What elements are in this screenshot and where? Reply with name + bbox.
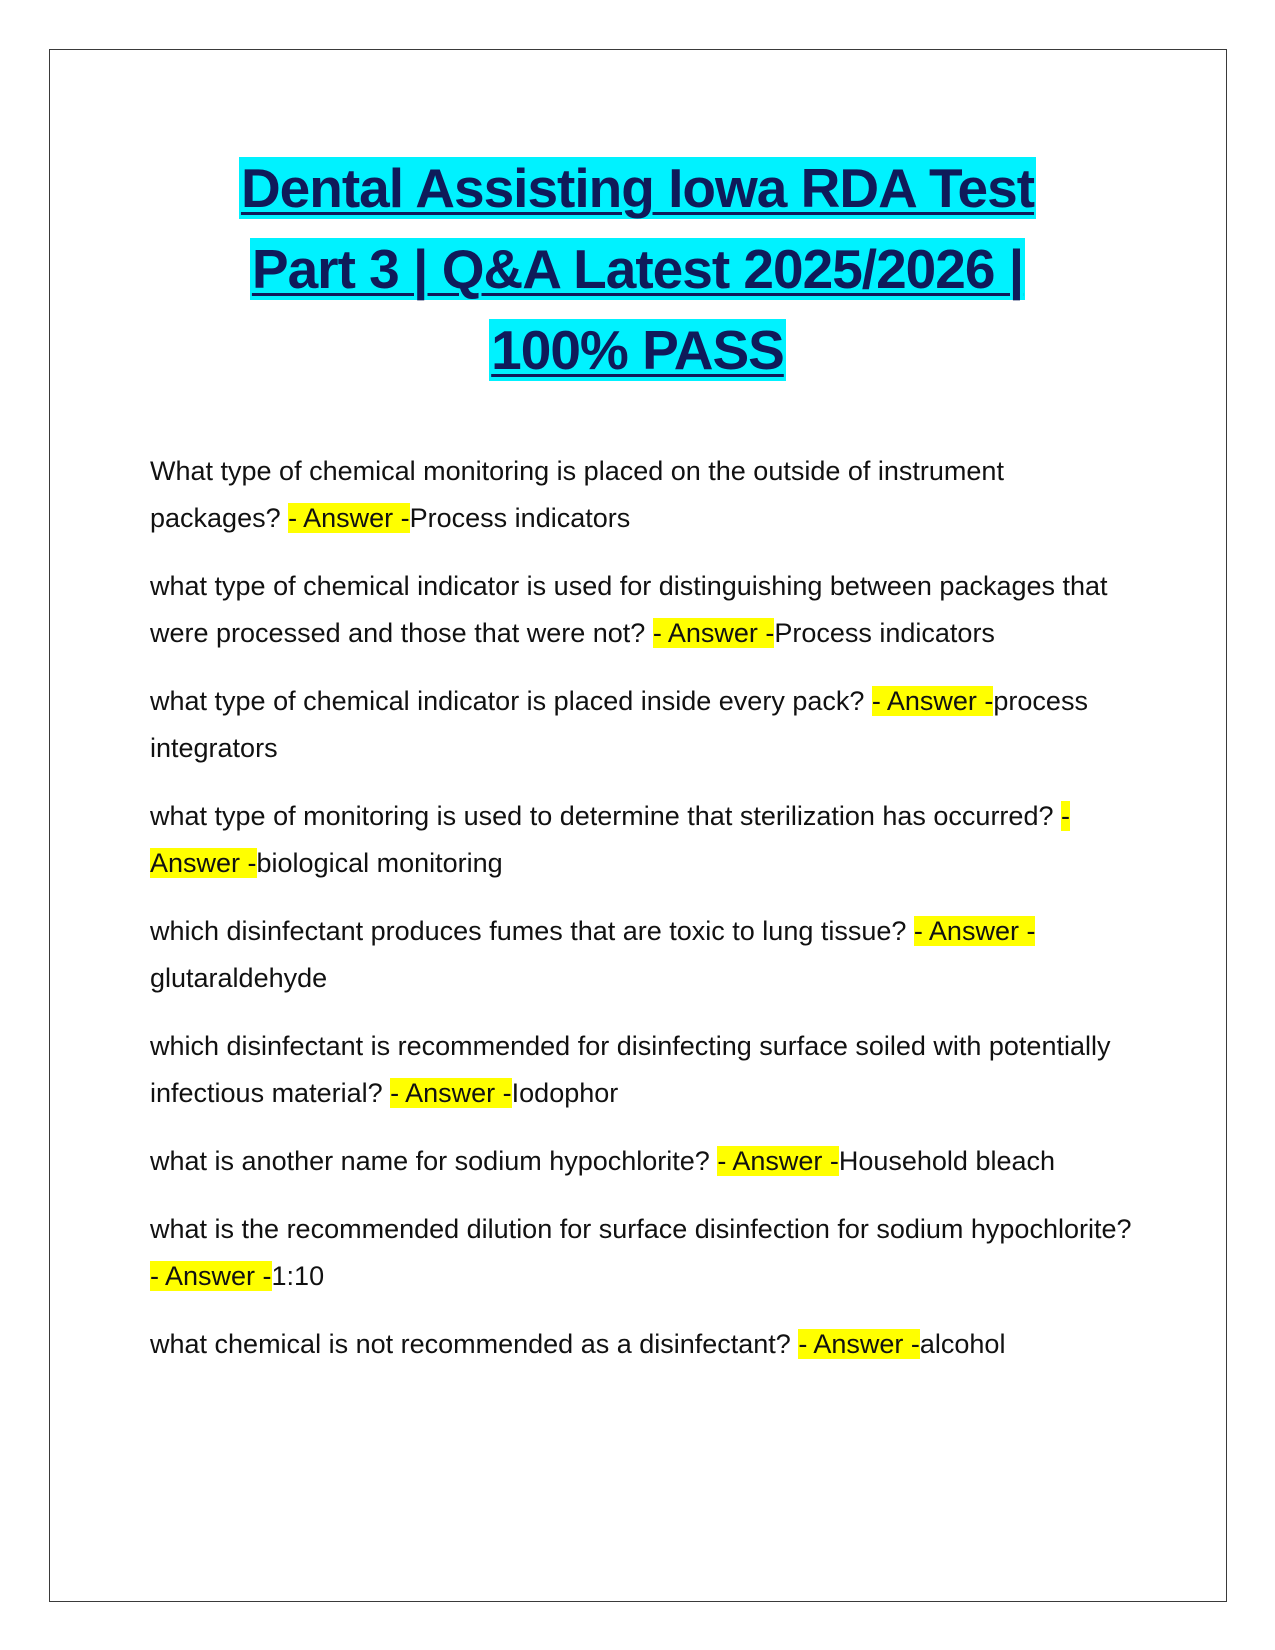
answer-marker: - Answer - xyxy=(913,916,1036,946)
qa-item-3 xyxy=(150,678,1140,772)
answer-text: Process indicators xyxy=(409,503,631,533)
answer-marker: - Answer - xyxy=(390,1078,512,1108)
question-text: what type of chemical indicator is placed inside every pack? xyxy=(150,686,872,716)
title-line-3 xyxy=(100,310,1175,391)
answer-text: Iodophor xyxy=(511,1078,619,1108)
qa-item-6 xyxy=(150,1023,1140,1117)
document-title xyxy=(100,148,1175,391)
question-text: what is another name for sodium hypochlorite? xyxy=(150,1146,718,1176)
title-line-1-text: Dental Assisting Iowa RDA Test xyxy=(240,157,1035,219)
answer-text: Household bleach xyxy=(838,1146,1056,1176)
qa-item-7 xyxy=(150,1138,1140,1185)
qa-item-8 xyxy=(150,1206,1140,1300)
question-text: what chemical is not recommended as a disinfectant? xyxy=(150,1329,799,1359)
qa-item-9 xyxy=(150,1321,1140,1368)
qa-item-4 xyxy=(150,793,1140,887)
answer-marker: - Answer - xyxy=(288,503,410,533)
answer-marker: - Answer - xyxy=(150,1261,272,1291)
question-text: which disinfectant is recommended for disinfecting surface soiled with potentially infectious material? xyxy=(150,1031,1111,1108)
title-line-2 xyxy=(100,229,1175,310)
qa-item-1 xyxy=(150,448,1140,542)
answer-text: biological monitoring xyxy=(256,848,503,878)
question-text: what is the recommended dilution for surface disinfection for sodium hypochlorite? xyxy=(150,1214,1132,1244)
answer-text: alcohol xyxy=(919,1329,1006,1359)
answer-text: process integrators xyxy=(150,686,1088,763)
question-text: what type of monitoring is used to determine that sterilization has occurred? xyxy=(150,801,1061,831)
question-text: What type of chemical monitoring is placed on the outside of instrument packages? xyxy=(150,456,1004,533)
answer-text: 1:10 xyxy=(271,1261,325,1291)
answer-text: glutaraldehyde xyxy=(150,963,328,993)
title-line-3-text: 100% PASS xyxy=(491,319,784,381)
answer-marker: - Answer - xyxy=(798,1329,920,1359)
answer-marker: - Answer - xyxy=(150,801,1070,878)
answer-marker: - Answer - xyxy=(652,618,775,648)
question-text: what type of chemical indicator is used for distinguishing between packages that were processed and those that were not? xyxy=(150,571,1108,648)
title-line-1 xyxy=(100,148,1175,229)
question-text: which disinfectant produces fumes that are toxic to lung tissue? xyxy=(150,916,914,946)
qa-item-5 xyxy=(150,908,1140,1002)
answer-marker: - Answer - xyxy=(871,686,994,716)
qa-list xyxy=(150,448,1140,1389)
title-line-2-text: Part 3 | Q&A Latest 2025/2026 | xyxy=(251,238,1024,300)
qa-item-2 xyxy=(150,563,1140,657)
answer-marker: - Answer - xyxy=(717,1146,839,1176)
answer-text: Process indicators xyxy=(774,618,995,648)
